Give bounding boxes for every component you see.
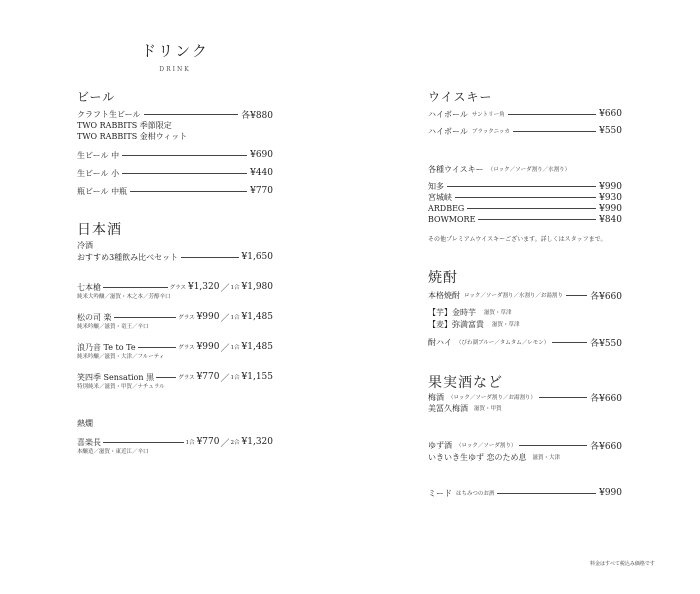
sake-desc: 本醸造／滋賀・東近江／辛口 xyxy=(77,449,149,455)
item-name: おすすめ3種飲み比べセット xyxy=(77,252,179,262)
menu-item-yuzushu xyxy=(428,439,622,451)
go-label: 1合 xyxy=(230,375,240,381)
item-price: 各¥660 xyxy=(590,441,622,452)
glass-price: ¥770 xyxy=(196,372,220,382)
item-name: ミード xyxy=(428,488,452,498)
item-price: ¥770 xyxy=(250,186,273,196)
item-desc: 滋賀・草津 xyxy=(484,310,512,316)
sake-atsukan-label: 熱燗 xyxy=(77,419,93,428)
leader-line xyxy=(103,287,168,288)
leader-line xyxy=(114,317,177,318)
item-name: クラフト生ビール xyxy=(77,109,141,119)
menu-item-mead xyxy=(428,487,622,499)
item-price: ¥550 xyxy=(599,126,622,136)
item-price: ¥660 xyxy=(599,109,622,119)
menu-item-matsunotsukasa xyxy=(77,311,273,323)
craft-beer-variant-1: TWO RABBITS 季節限定 xyxy=(77,121,172,130)
item-name: 酎ハイ xyxy=(428,337,452,347)
item-price: ¥990 xyxy=(599,488,622,498)
go-label: 1合 xyxy=(230,285,240,291)
item-name: BOWMORE xyxy=(428,215,476,224)
item-price: ¥1,650 xyxy=(241,252,273,262)
sake-cold-label: 冷酒 xyxy=(77,241,93,250)
leader-line xyxy=(144,114,239,115)
item-name: 七本槍 xyxy=(77,282,101,292)
item-price: ¥990 xyxy=(599,203,622,214)
leader-line xyxy=(122,155,247,156)
item-price: ¥690 xyxy=(250,150,273,160)
umeshu-mifuku xyxy=(428,402,502,414)
item-name: ゆず酒 xyxy=(428,440,452,450)
whisky-heading: ウイスキー xyxy=(428,90,493,104)
item-note: （ロック／ソーダ割り／お湯割り） xyxy=(448,395,536,401)
go2-label: 2合 xyxy=(230,440,240,446)
leader-line xyxy=(156,377,176,378)
sake-heading: 日本酒 xyxy=(77,222,122,238)
item-price: 各¥880 xyxy=(241,110,273,121)
sake-desc: 純米吟醸／滋賀・竜王／辛口 xyxy=(77,324,149,330)
item-name: 生ビール 小 xyxy=(77,168,120,178)
item-name: 美冨久梅酒 xyxy=(428,403,468,413)
item-name: 生ビール 中 xyxy=(77,150,120,160)
item-name: 松の司 楽 xyxy=(77,312,112,322)
item-name: 本格焼酎 xyxy=(428,290,460,300)
page-subtitle: DRINK xyxy=(159,66,191,73)
sake-desc: 純米大吟醸／滋賀・木之本／芳醇辛口 xyxy=(77,294,171,300)
leader-line xyxy=(181,257,238,258)
item-brand: ブラックニッカ xyxy=(471,129,510,135)
menu-item-craft-beer xyxy=(77,108,273,120)
menu-item-highball-kaku xyxy=(428,108,622,120)
separator: ／ xyxy=(220,313,230,324)
glass-label: グラス xyxy=(178,315,195,321)
leader-line xyxy=(519,445,587,446)
item-price: ¥990 xyxy=(599,181,622,192)
item-note: ロック／ソーダ割り／水割り／お湯割り xyxy=(464,293,563,299)
item-desc: 滋賀・大津 xyxy=(532,455,561,461)
leader-line xyxy=(508,114,597,115)
leader-line xyxy=(130,191,247,192)
item-name: 笑四季 Sensation 黒 xyxy=(77,372,155,382)
leader-line xyxy=(103,442,184,443)
item-price: ¥840 xyxy=(599,214,622,225)
item-name: 【芋】金時芋 xyxy=(428,307,476,317)
menu-item-whisky-miyagikyo xyxy=(428,192,622,203)
separator: ／ xyxy=(220,283,230,294)
item-name: ハイボール xyxy=(428,109,468,119)
item-price: ¥440 xyxy=(250,168,273,178)
item-price: ¥930 xyxy=(599,192,622,203)
item-note: （ロック／ソーダ割り） xyxy=(456,443,517,449)
sake-desc: 特別純米／滋賀・甲賀／ナチュラル xyxy=(77,384,165,390)
separator: ／ xyxy=(220,343,230,354)
menu-item-whisky-chita xyxy=(428,181,622,192)
menu-item-emishiki xyxy=(77,371,273,383)
leader-line xyxy=(122,173,247,174)
go1-price: ¥770 xyxy=(196,437,220,447)
leader-line xyxy=(455,197,596,198)
separator: ／ xyxy=(220,373,230,384)
item-name: 宮城峡 xyxy=(428,193,452,202)
item-note: （ロック／ソーダ割り／水割り） xyxy=(487,167,571,173)
menu-item-kirakucho xyxy=(77,436,273,448)
item-name: 喜楽長 xyxy=(77,437,101,447)
menu-item-shichihonyari xyxy=(77,281,273,293)
separator: ／ xyxy=(220,438,230,449)
go-label: 1合 xyxy=(230,315,240,321)
item-name: 各種ウイスキー xyxy=(428,164,484,174)
menu-item-highball-nikka xyxy=(428,125,622,137)
menu-item-nama-chu xyxy=(77,149,273,161)
glass-price: ¥990 xyxy=(196,312,220,322)
glass-label: グラス xyxy=(169,285,186,291)
go-price: ¥1,155 xyxy=(241,372,273,382)
sake-desc: 純米吟醸／滋賀・大津／フルーティ xyxy=(77,354,165,360)
shochu-imo xyxy=(428,306,512,318)
leader-line xyxy=(467,208,596,209)
item-name: 【麦】弥満富貴 xyxy=(428,319,484,329)
menu-item-nama-sho xyxy=(77,167,273,179)
item-note: はちみつのお酒 xyxy=(456,491,495,497)
craft-beer-variant-2: TWO RABBITS 金柑ウィット xyxy=(77,132,188,141)
item-name: ARDBEG xyxy=(428,204,465,213)
menu-item-chuhai xyxy=(428,336,622,348)
page-title: ドリンク xyxy=(141,42,209,60)
glass-price: ¥1,320 xyxy=(187,282,220,292)
item-desc: 滋賀・草津 xyxy=(492,322,520,328)
leader-line xyxy=(447,186,596,187)
shochu-heading: 焼酎 xyxy=(428,270,458,286)
go-price: ¥1,485 xyxy=(241,312,273,322)
go-price: ¥1,485 xyxy=(241,342,273,352)
whisky-premium-note: その他プレミアムウイスキーございます。詳しくはスタッフまで。 xyxy=(428,236,607,243)
item-brand: サントリー角 xyxy=(471,112,505,118)
item-name: 浪乃音 Te to Te xyxy=(77,342,136,352)
leader-line xyxy=(552,342,587,343)
fruit-heading: 果実酒など xyxy=(428,375,503,391)
menu-item-naminooto xyxy=(77,341,273,353)
tax-note: 料金はすべて税込み価格です xyxy=(590,561,655,567)
leader-line xyxy=(138,347,177,348)
glass-label: グラス xyxy=(178,375,195,381)
glass-label: グラス xyxy=(178,345,195,351)
leader-line xyxy=(539,397,587,398)
item-price: 各¥660 xyxy=(590,291,622,302)
leader-line xyxy=(513,131,596,132)
beer-heading: ビール xyxy=(77,90,116,104)
item-note: （びわ湖ブルー／タムタム／レモン） xyxy=(456,340,550,346)
item-name: いきいき生ゆず 恋のため息 xyxy=(428,452,527,462)
whisky-various-label xyxy=(428,163,570,175)
item-price: 各¥660 xyxy=(590,393,622,404)
item-price: 各¥550 xyxy=(590,338,622,349)
menu-item-whisky-bowmore xyxy=(428,214,622,225)
leader-line xyxy=(497,493,596,494)
menu-item-bin-beer xyxy=(77,185,273,197)
go-price: ¥1,980 xyxy=(241,282,273,292)
shochu-mugi xyxy=(428,318,520,330)
yuzushu-ikiiki xyxy=(428,451,560,463)
item-name: 瓶ビール 中瓶 xyxy=(77,186,128,196)
menu-item-honkaku-shochu xyxy=(428,289,622,301)
item-desc: 滋賀・甲賀 xyxy=(474,406,502,412)
go1-label: 1合 xyxy=(185,440,195,446)
leader-line xyxy=(478,219,596,220)
item-name: 梅酒 xyxy=(428,392,444,402)
menu-item-sake-set xyxy=(77,251,273,263)
glass-price: ¥990 xyxy=(196,342,220,352)
leader-line xyxy=(566,295,587,296)
go-label: 1合 xyxy=(230,345,240,351)
item-name: ハイボール xyxy=(428,126,468,136)
menu-item-whisky-ardbeg xyxy=(428,203,622,214)
go2-price: ¥1,320 xyxy=(241,437,273,447)
item-name: 知多 xyxy=(428,182,444,191)
